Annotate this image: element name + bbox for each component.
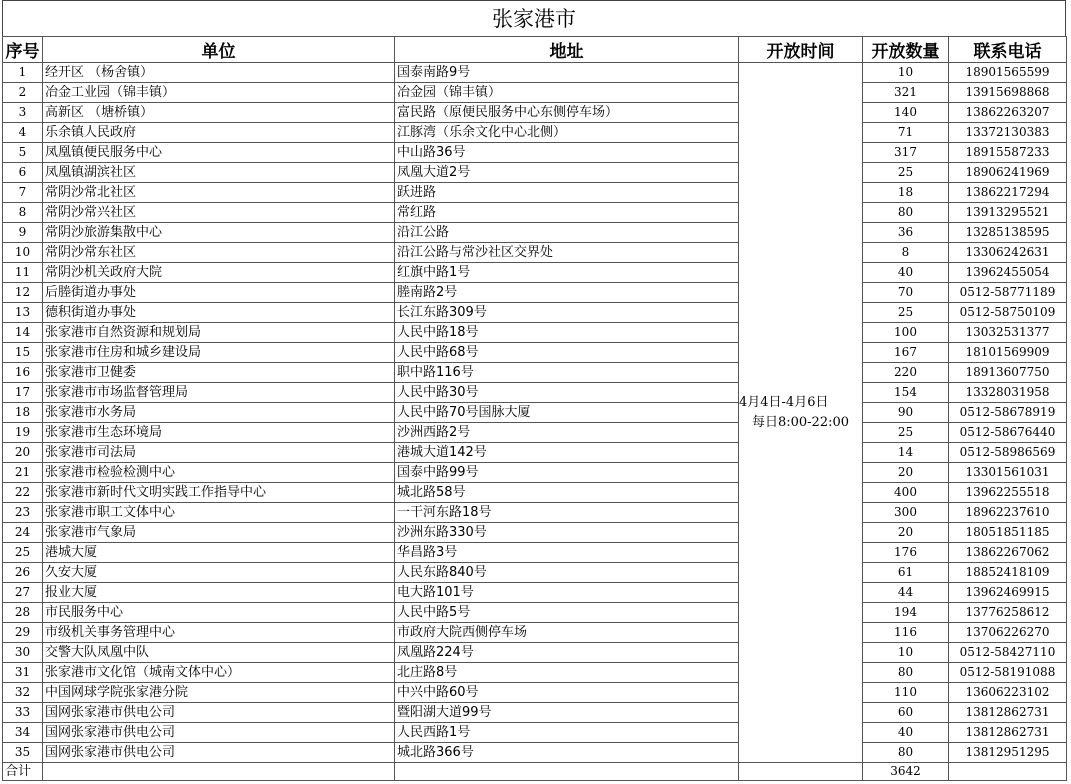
table-row xyxy=(3,243,1067,263)
cell-index: 29 xyxy=(3,623,43,643)
cell-unit: 国网张家港市供电公司 xyxy=(43,703,395,723)
cell-phone: 18906241969 xyxy=(949,163,1067,183)
cell-count: 140 xyxy=(863,103,949,123)
cell-address: 电大路101号 xyxy=(395,583,739,603)
cell-unit: 张家港市市场监督管理局 xyxy=(43,383,395,403)
cell-unit: 张家港市水务局 xyxy=(43,403,395,423)
table-row xyxy=(3,723,1067,743)
cell-address: 人民中路68号 xyxy=(395,343,739,363)
cell-index: 31 xyxy=(3,663,43,683)
cell-index: 19 xyxy=(3,423,43,443)
cell-index: 14 xyxy=(3,323,43,343)
total-unit-empty xyxy=(43,763,395,781)
cell-phone: 13328031958 xyxy=(949,383,1067,403)
cell-phone: 18852418109 xyxy=(949,563,1067,583)
cell-address: 人民东路840号 xyxy=(395,563,739,583)
cell-address: 人民中路18号 xyxy=(395,323,739,343)
cell-unit: 常阴沙机关政府大院 xyxy=(43,263,395,283)
cell-count: 20 xyxy=(863,523,949,543)
cell-phone: 0512-58191088 xyxy=(949,663,1067,683)
table-row xyxy=(3,663,1067,683)
cell-unit: 常阴沙常东社区 xyxy=(43,243,395,263)
cell-unit: 市民服务中心 xyxy=(43,603,395,623)
cell-phone: 13285138595 xyxy=(949,223,1067,243)
cell-unit: 国网张家港市供电公司 xyxy=(43,723,395,743)
table-row xyxy=(3,623,1067,643)
cell-count: 194 xyxy=(863,603,949,623)
cell-unit: 乐余镇人民政府 xyxy=(43,123,395,143)
header-address: 地址 xyxy=(395,37,739,63)
cell-unit: 市级机关事务管理中心 xyxy=(43,623,395,643)
cell-index: 35 xyxy=(3,743,43,763)
cell-address: 一干河东路18号 xyxy=(395,503,739,523)
table-row xyxy=(3,123,1067,143)
cell-index: 11 xyxy=(3,263,43,283)
table-row xyxy=(3,283,1067,303)
cell-phone: 18051851185 xyxy=(949,523,1067,543)
cell-count: 220 xyxy=(863,363,949,383)
table-row xyxy=(3,363,1067,383)
header-phone: 联系电话 xyxy=(949,37,1067,63)
table-row xyxy=(3,563,1067,583)
cell-index: 32 xyxy=(3,683,43,703)
cell-count: 321 xyxy=(863,83,949,103)
cell-phone: 18915587233 xyxy=(949,143,1067,163)
cell-address: 城北路366号 xyxy=(395,743,739,763)
cell-index: 8 xyxy=(3,203,43,223)
cell-address: 国泰南路9号 xyxy=(395,63,739,83)
header-count: 开放数量 xyxy=(863,37,949,63)
cell-count: 400 xyxy=(863,483,949,503)
header-unit: 单位 xyxy=(43,37,395,63)
cell-index: 5 xyxy=(3,143,43,163)
cell-unit: 凤凰镇湖滨社区 xyxy=(43,163,395,183)
cell-index: 10 xyxy=(3,243,43,263)
cell-count: 61 xyxy=(863,563,949,583)
cell-address: 港城大道142号 xyxy=(395,443,739,463)
cell-phone: 13812951295 xyxy=(949,743,1067,763)
cell-unit: 张家港市卫健委 xyxy=(43,363,395,383)
header-index: 序号 xyxy=(3,37,43,63)
cell-index: 20 xyxy=(3,443,43,463)
table-row xyxy=(3,523,1067,543)
cell-address: 人民中路30号 xyxy=(395,383,739,403)
cell-unit: 张家港市新时代文明实践工作指导中心 xyxy=(43,483,395,503)
cell-count: 110 xyxy=(863,683,949,703)
cell-count: 167 xyxy=(863,343,949,363)
cell-unit: 德积街道办事处 xyxy=(43,303,395,323)
cell-unit: 久安大厦 xyxy=(43,563,395,583)
cell-count: 10 xyxy=(863,643,949,663)
cell-count: 44 xyxy=(863,583,949,603)
cell-index: 3 xyxy=(3,103,43,123)
table-row xyxy=(3,483,1067,503)
cell-count: 80 xyxy=(863,663,949,683)
cell-unit: 常阴沙常北社区 xyxy=(43,183,395,203)
cell-count: 20 xyxy=(863,463,949,483)
cell-address: 沿江公路 xyxy=(395,223,739,243)
open-time-hours: 每日8:00-22:00 xyxy=(751,414,850,430)
cell-phone: 13862267062 xyxy=(949,543,1067,563)
cell-unit: 张家港市司法局 xyxy=(43,443,395,463)
cell-count: 60 xyxy=(863,703,949,723)
cell-count: 10 xyxy=(863,63,949,83)
cell-unit: 国网张家港市供电公司 xyxy=(43,743,395,763)
cell-phone: 13301561031 xyxy=(949,463,1067,483)
cell-address: 冶金园（锦丰镇） xyxy=(395,83,739,103)
cell-index: 22 xyxy=(3,483,43,503)
cell-index: 26 xyxy=(3,563,43,583)
cell-count: 154 xyxy=(863,383,949,403)
cell-phone: 13862263207 xyxy=(949,103,1067,123)
cell-address: 沙洲西路2号 xyxy=(395,423,739,443)
table-row xyxy=(3,423,1067,443)
table-row xyxy=(3,263,1067,283)
cell-address: 人民中路5号 xyxy=(395,603,739,623)
cell-phone: 13913295521 xyxy=(949,203,1067,223)
cell-index: 4 xyxy=(3,123,43,143)
cell-index: 34 xyxy=(3,723,43,743)
cell-count: 40 xyxy=(863,723,949,743)
cell-count: 70 xyxy=(863,283,949,303)
cell-address: 凤凰路224号 xyxy=(395,643,739,663)
table-row xyxy=(3,343,1067,363)
table-row xyxy=(3,503,1067,523)
data-table xyxy=(2,36,1067,781)
cell-phone: 0512-58678919 xyxy=(949,403,1067,423)
cell-unit: 高新区 （塘桥镇） xyxy=(43,103,395,123)
cell-unit: 常阴沙旅游集散中心 xyxy=(43,223,395,243)
cell-index: 7 xyxy=(3,183,43,203)
cell-unit: 后塍街道办事处 xyxy=(43,283,395,303)
cell-phone: 13372130383 xyxy=(949,123,1067,143)
table-row xyxy=(3,643,1067,663)
cell-index: 12 xyxy=(3,283,43,303)
cell-unit: 张家港市职工文体中心 xyxy=(43,503,395,523)
cell-phone: 13706226270 xyxy=(949,623,1067,643)
total-count: 3642 xyxy=(863,763,949,781)
cell-phone: 13306242631 xyxy=(949,243,1067,263)
cell-index: 27 xyxy=(3,583,43,603)
cell-address: 国泰中路99号 xyxy=(395,463,739,483)
cell-index: 9 xyxy=(3,223,43,243)
cell-address: 长江东路309号 xyxy=(395,303,739,323)
cell-index: 18 xyxy=(3,403,43,423)
cell-phone: 13962455054 xyxy=(949,263,1067,283)
header-open-time: 开放时间 xyxy=(739,37,863,63)
cell-phone: 0512-58986569 xyxy=(949,443,1067,463)
table-row xyxy=(3,203,1067,223)
cell-address: 中兴中路60号 xyxy=(395,683,739,703)
cell-count: 300 xyxy=(863,503,949,523)
table-row xyxy=(3,183,1067,203)
table-row xyxy=(3,543,1067,563)
cell-count: 25 xyxy=(863,163,949,183)
cell-address: 暨阳湖大道99号 xyxy=(395,703,739,723)
cell-phone: 18101569909 xyxy=(949,343,1067,363)
table-row xyxy=(3,603,1067,623)
cell-unit: 张家港市检验检测中心 xyxy=(43,463,395,483)
cell-address: 沿江公路与常沙社区交界处 xyxy=(395,243,739,263)
cell-address: 市政府大院西侧停车场 xyxy=(395,623,739,643)
cell-phone: 13032531377 xyxy=(949,323,1067,343)
cell-unit: 张家港市文化馆（城南文体中心） xyxy=(43,663,395,683)
cell-index: 28 xyxy=(3,603,43,623)
cell-unit: 张家港市住房和城乡建设局 xyxy=(43,343,395,363)
table-row xyxy=(3,583,1067,603)
cell-unit: 交警大队凤凰中队 xyxy=(43,643,395,663)
cell-count: 317 xyxy=(863,143,949,163)
cell-phone: 13962469915 xyxy=(949,583,1067,603)
cell-address: 江豚湾（乐余文化中心北侧） xyxy=(395,123,739,143)
cell-address: 富民路（原便民服务中心东侧停车场） xyxy=(395,103,739,123)
cell-address: 人民西路1号 xyxy=(395,723,739,743)
cell-index: 30 xyxy=(3,643,43,663)
cell-unit: 港城大厦 xyxy=(43,543,395,563)
cell-phone: 13915698868 xyxy=(949,83,1067,103)
table-row xyxy=(3,163,1067,183)
cell-unit: 冶金工业园（锦丰镇） xyxy=(43,83,395,103)
total-label: 合计 xyxy=(3,763,43,781)
cell-phone: 0512-58676440 xyxy=(949,423,1067,443)
total-row xyxy=(3,763,1067,781)
cell-address: 华昌路3号 xyxy=(395,543,739,563)
table-row xyxy=(3,743,1067,763)
cell-count: 176 xyxy=(863,543,949,563)
cell-address: 塍南路2号 xyxy=(395,283,739,303)
cell-unit: 张家港市生态环境局 xyxy=(43,423,395,443)
table-row xyxy=(3,83,1067,103)
cell-index: 2 xyxy=(3,83,43,103)
cell-count: 40 xyxy=(863,263,949,283)
cell-address: 北庄路8号 xyxy=(395,663,739,683)
total-open-empty xyxy=(739,763,863,781)
table-row xyxy=(3,143,1067,163)
cell-phone: 0512-58750109 xyxy=(949,303,1067,323)
cell-address: 常红路 xyxy=(395,203,739,223)
header-row xyxy=(3,37,1067,63)
cell-phone: 18913607750 xyxy=(949,363,1067,383)
cell-open-time xyxy=(739,63,863,763)
cell-phone: 13812862731 xyxy=(949,723,1067,743)
total-address-empty xyxy=(395,763,739,781)
cell-index: 15 xyxy=(3,343,43,363)
table-row xyxy=(3,443,1067,463)
cell-index: 23 xyxy=(3,503,43,523)
cell-unit: 凤凰镇便民服务中心 xyxy=(43,143,395,163)
cell-unit: 中国网球学院张家港分院 xyxy=(43,683,395,703)
cell-address: 城北路58号 xyxy=(395,483,739,503)
cell-unit: 张家港市气象局 xyxy=(43,523,395,543)
cell-phone: 0512-58771189 xyxy=(949,283,1067,303)
cell-address: 跃进路 xyxy=(395,183,739,203)
cell-unit: 报业大厦 xyxy=(43,583,395,603)
cell-count: 116 xyxy=(863,623,949,643)
cell-index: 6 xyxy=(3,163,43,183)
cell-phone: 13812862731 xyxy=(949,703,1067,723)
cell-address: 红旗中路1号 xyxy=(395,263,739,283)
cell-count: 80 xyxy=(863,203,949,223)
cell-address: 人民中路70号国脉大厦 xyxy=(395,403,739,423)
table-row xyxy=(3,403,1067,423)
cell-index: 13 xyxy=(3,303,43,323)
spreadsheet xyxy=(2,0,1066,782)
cell-count: 90 xyxy=(863,403,949,423)
cell-phone: 13962255518 xyxy=(949,483,1067,503)
cell-unit: 张家港市自然资源和规划局 xyxy=(43,323,395,343)
cell-count: 36 xyxy=(863,223,949,243)
cell-index: 21 xyxy=(3,463,43,483)
cell-phone: 18901565599 xyxy=(949,63,1067,83)
table-row xyxy=(3,683,1067,703)
cell-count: 18 xyxy=(863,183,949,203)
cell-phone: 18962237610 xyxy=(949,503,1067,523)
cell-count: 25 xyxy=(863,303,949,323)
cell-count: 80 xyxy=(863,743,949,763)
cell-count: 100 xyxy=(863,323,949,343)
table-row xyxy=(3,323,1067,343)
table-row xyxy=(3,703,1067,723)
cell-phone: 0512-58427110 xyxy=(949,643,1067,663)
cell-phone: 13776258612 xyxy=(949,603,1067,623)
sheet-title: 张家港市 xyxy=(2,0,1066,36)
total-phone-empty xyxy=(949,763,1067,781)
table-row xyxy=(3,63,1067,83)
cell-count: 71 xyxy=(863,123,949,143)
table-row xyxy=(3,103,1067,123)
cell-phone: 13606223102 xyxy=(949,683,1067,703)
cell-unit: 常阴沙常兴社区 xyxy=(43,203,395,223)
cell-index: 24 xyxy=(3,523,43,543)
table-row xyxy=(3,463,1067,483)
open-time-dates: 4月4日-4月6日 xyxy=(739,394,829,410)
cell-index: 25 xyxy=(3,543,43,563)
table-row xyxy=(3,223,1067,243)
cell-index: 33 xyxy=(3,703,43,723)
cell-address: 沙洲东路330号 xyxy=(395,523,739,543)
table-body xyxy=(3,63,1067,781)
cell-count: 8 xyxy=(863,243,949,263)
cell-index: 16 xyxy=(3,363,43,383)
cell-count: 25 xyxy=(863,423,949,443)
cell-address: 职中路116号 xyxy=(395,363,739,383)
cell-address: 中山路36号 xyxy=(395,143,739,163)
table-row xyxy=(3,303,1067,323)
cell-unit: 经开区 （杨舍镇） xyxy=(43,63,395,83)
cell-phone: 13862217294 xyxy=(949,183,1067,203)
cell-count: 14 xyxy=(863,443,949,463)
cell-index: 17 xyxy=(3,383,43,403)
cell-address: 凤凰大道2号 xyxy=(395,163,739,183)
table-row xyxy=(3,383,1067,403)
cell-index: 1 xyxy=(3,63,43,83)
